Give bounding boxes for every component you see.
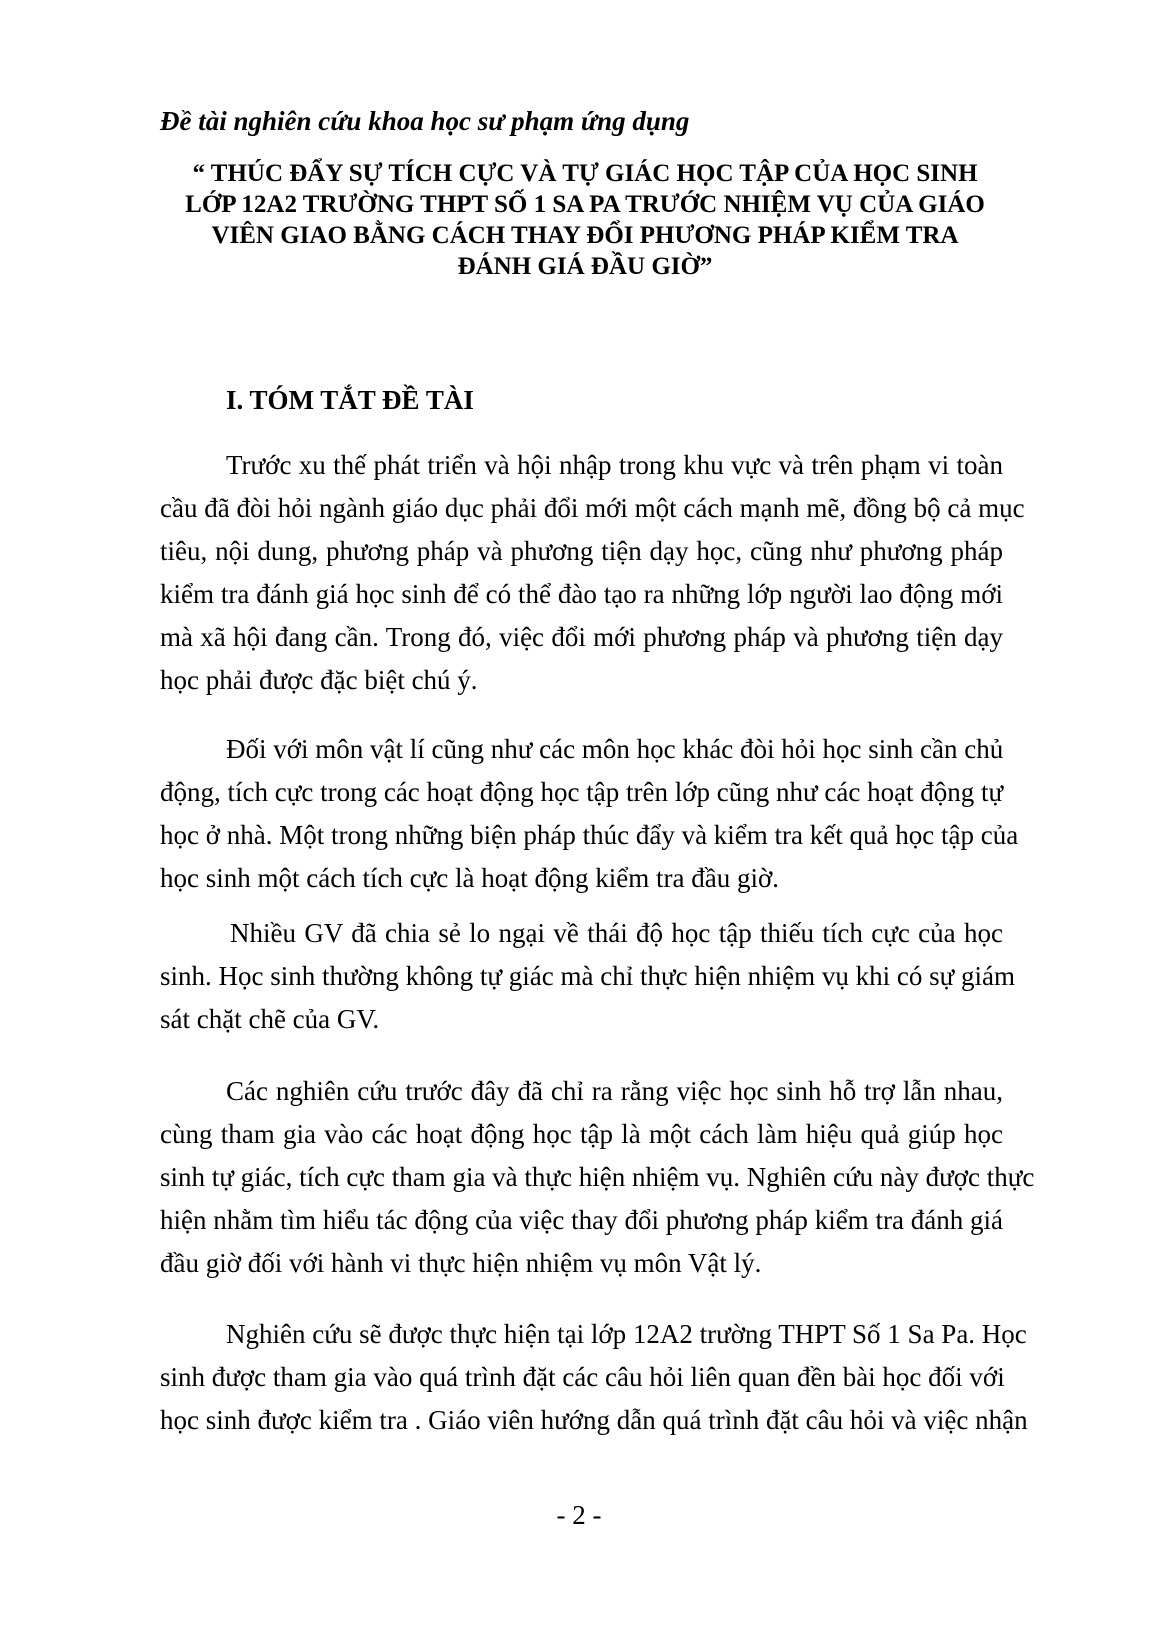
page-number: - 2 - xyxy=(556,1500,602,1530)
paragraph-line: hiện nhằm tìm hiểu tác động của việc thay đổi phương pháp kiểm tra đánh giá xyxy=(160,1205,1003,1235)
paragraph-line: đầu giờ đối với hành vi thực hiện nhiệm vụ môn Vật lý. xyxy=(160,1248,762,1278)
paragraph-line: sinh được tham gia vào quá trình đặt các câu hỏi liên quan đền bài học đối với xyxy=(160,1362,1005,1392)
paragraph-line: sát chặt chẽ của GV. xyxy=(160,1004,380,1034)
paragraph-line: kiểm tra đánh giá học sinh để có thể đào tạo ra những lớp người lao động mới xyxy=(160,579,1003,609)
paragraph-line: cầu đã đòi hỏi ngành giáo dục phải đổi mới một cách mạnh mẽ, đồng bộ cả mục xyxy=(160,493,1025,523)
topic-label: Đề tài nghiên cứu khoa học sư phạm ứng dụng xyxy=(160,106,690,136)
title-line: ĐÁNH GIÁ ĐẦU GIỜ” xyxy=(457,253,713,280)
paragraph-line: học sinh một cách tích cực là hoạt động kiểm tra đầu giờ. xyxy=(160,863,779,893)
paragraph-line: sinh tự giác, tích cực tham gia và thực hiện nhiệm vụ. Nghiên cứu này được thực xyxy=(160,1162,1035,1192)
title-line: VIÊN GIAO BẰNG CÁCH THAY ĐỔI PHƯƠNG PHÁP KIỂM TRA xyxy=(211,222,959,249)
paragraph-3 xyxy=(160,912,1015,1041)
paragraph-line: Trước xu thế phát triển và hội nhập trong khu vực và trên phạm vi toàn xyxy=(226,450,1003,480)
paragraph-5 xyxy=(160,1313,1028,1442)
paragraph-line: Các nghiên cứu trước đây đã chỉ ra rằng việc học sinh hỗ trợ lẫn nhau, xyxy=(226,1076,1003,1106)
paragraph-1 xyxy=(160,444,1025,702)
paragraph-line: Đối với môn vật lí cũng như các môn học khác đòi hỏi học sinh cần chủ xyxy=(226,734,1004,764)
paragraph-line: cùng tham gia vào các hoạt động học tập là một cách làm hiệu quả giúp học xyxy=(160,1119,1003,1149)
paragraph-line: sinh. Học sinh thường không tự giác mà chỉ thực hiện nhiệm vụ khi có sự giám xyxy=(160,961,1015,991)
title-line: “ THÚC ĐẨY SỰ TÍCH CỰC VÀ TỰ GIÁC HỌC TẬP CỦA HỌC SINH xyxy=(192,160,978,187)
paragraph-2 xyxy=(160,728,1019,900)
paragraph-line: học ở nhà. Một trong những biện pháp thúc đẩy và kiểm tra kết quả học tập của xyxy=(160,820,1019,850)
document-title xyxy=(140,158,1030,282)
paragraph-4 xyxy=(160,1070,1035,1285)
section-heading: I. TÓM TẮT ĐỀ TÀI xyxy=(226,385,474,415)
paragraph-line: học phải được đặc biệt chú ý. xyxy=(160,665,478,695)
paragraph-line: mà xã hội đang cần. Trong đó, việc đổi mới phương pháp và phương tiện dạy xyxy=(160,622,1003,652)
paragraph-line: Nhiều GV đã chia sẻ lo ngại về thái độ học tập thiếu tích cực của học xyxy=(230,918,1003,948)
paragraph-line: tiêu, nội dung, phương pháp và phương tiện dạy học, cũng như phương pháp xyxy=(160,536,1003,566)
title-line: LỚP 12A2 TRƯỜNG THPT SỐ 1 SA PA TRƯỚC NHIỆM VỤ CỦA GIÁO xyxy=(185,191,985,218)
paragraph-line: Nghiên cứu sẽ được thực hiện tại lớp 12A2 trường THPT Số 1 Sa Pa. Học xyxy=(226,1319,1027,1349)
paragraph-line: động, tích cực trong các hoạt động học tập trên lớp cũng như các hoạt động tự xyxy=(160,777,1004,807)
paragraph-line: học sinh được kiểm tra . Giáo viên hướng dẫn quá trình đặt câu hỏi và việc nhận xyxy=(160,1405,1028,1435)
